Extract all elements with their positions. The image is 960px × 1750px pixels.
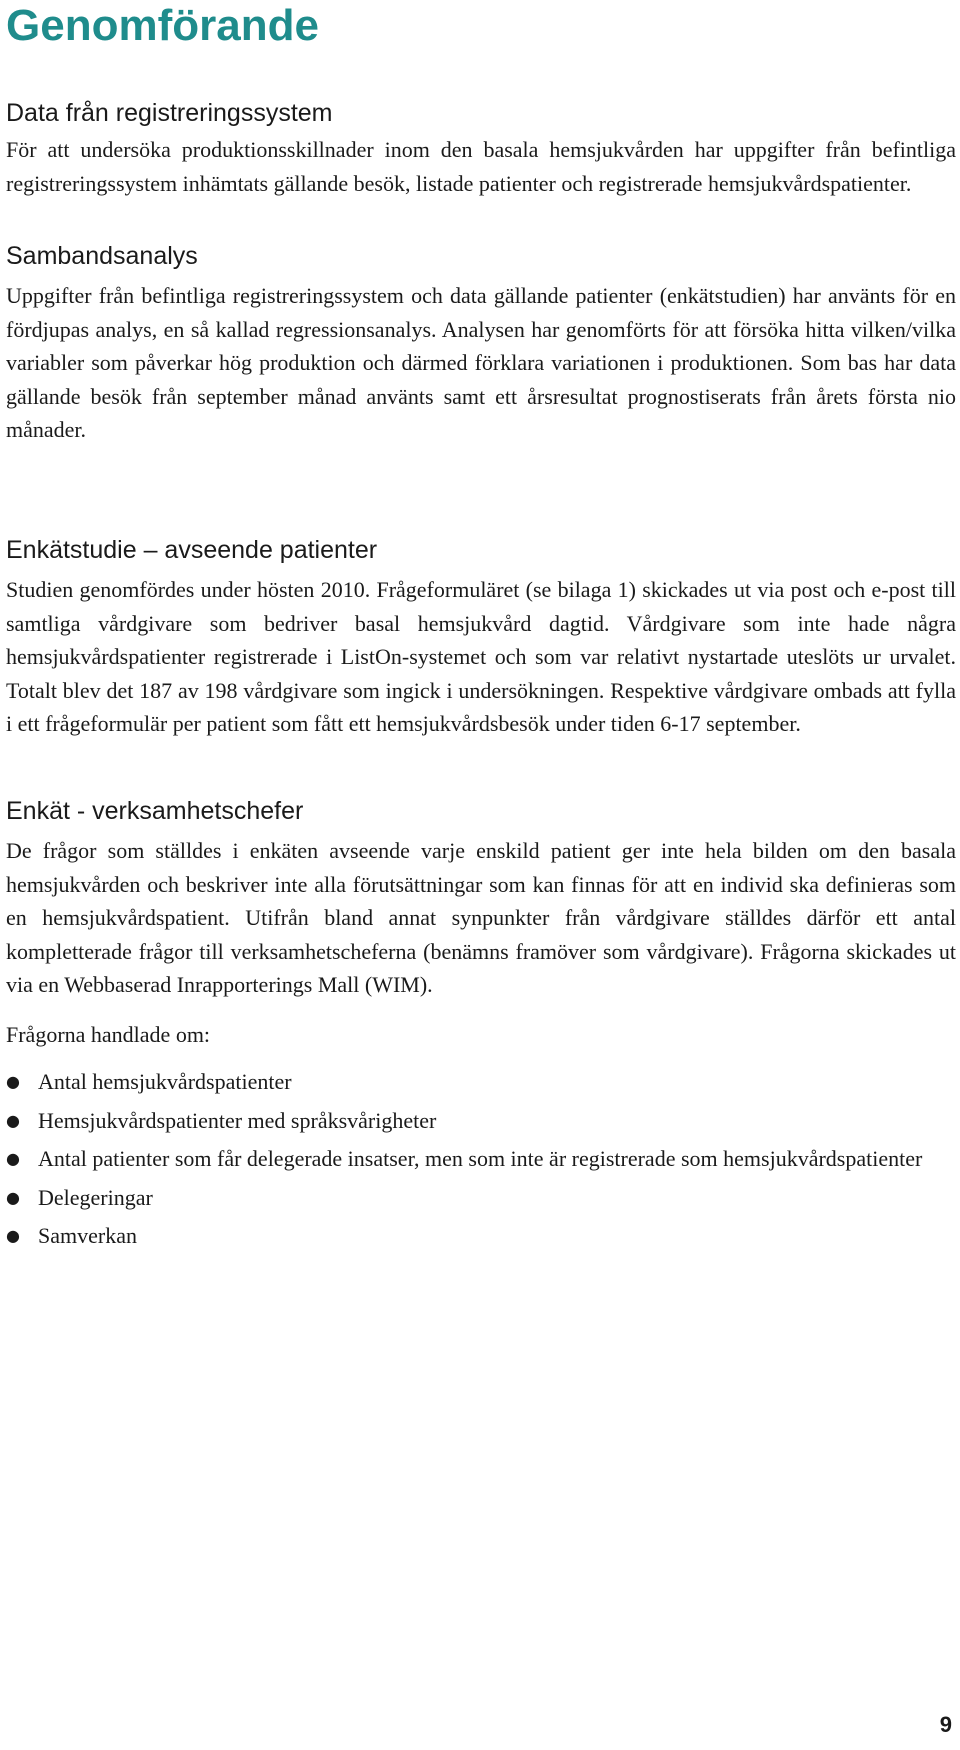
list-item	[6, 1104, 956, 1138]
bullet-icon: ●	[6, 1149, 20, 1168]
page-title: Genomförande	[6, 1, 319, 50]
section-heading: Data från registreringssystem	[6, 99, 333, 127]
section-paragraph: För att undersöka produktionsskillnader inom den basala hemsjukvården har uppgifter från befintliga registreringssystem inhämtats gällande besök, listade patienter och registrerade hemsjukvårdspatienter.	[6, 137, 956, 196]
section-data-registration	[6, 98, 956, 200]
list-item	[6, 1181, 956, 1215]
section-regression	[6, 241, 956, 447]
document-page	[6, 0, 956, 1248]
list-item-text: Delegeringar	[38, 1184, 153, 1210]
section-paragraph: Frågorna handlade om:	[6, 1021, 211, 1047]
list-item-text: Samverkan	[38, 1223, 137, 1248]
section-heading: Enkätstudie – avseende patienter	[6, 536, 378, 564]
section-paragraph: Uppgifter från befintliga registreringssystem och data gällande patienter (enkätstudien) har använts för en fördjupas analys, en så kallad regressionsanalys. Analysen har genomförts för att försöka hitta vilken/vilka variabler som påverkar hög produktion och därmed förklara variationen i produktionen. Som bas har data gällande besök från september månad använts samt ett årsresultat prognostiserats från årets första nio månader.	[6, 283, 956, 442]
page-number: 9	[939, 1712, 952, 1737]
section-patient-survey	[6, 535, 956, 741]
list-item	[6, 1065, 956, 1099]
topic-list	[6, 1065, 956, 1253]
section-manager-survey	[6, 796, 956, 1258]
bullet-icon: ●	[6, 1072, 20, 1091]
section-heading: Enkät - verksamhetschefer	[6, 797, 304, 825]
section-paragraph: De frågor som ställdes i enkäten avseende varje enskild patient ger inte hela bilden om den basala hemsjukvården och beskriver inte alla förutsättningar som kan finnas för att en individ ska definieras som en hemsjukvårdspatient. Utifrån bland annat synpunkter från vårdgivare ställdes därför ett antal kompletterade frågor till verksamhetscheferna (benämns framöver som vårdgivare). Frågorna skickades ut via en Webbaserad Inrapporterings Mall (WIM).	[6, 838, 956, 997]
bullet-icon: ●	[6, 1110, 20, 1130]
bullet-icon: ●	[6, 1226, 20, 1245]
list-item-text: Antal patienter som får delegerade insatser, men som inte är registrerade som hemsjukvårdspatienter	[38, 1146, 923, 1171]
list-item	[6, 1219, 956, 1253]
list-item-text: Hemsjukvårdspatienter med språksvårigheter	[38, 1107, 437, 1133]
list-item	[6, 1142, 956, 1176]
bullet-icon: ●	[6, 1187, 20, 1207]
section-paragraph: Studien genomfördes under hösten 2010. Frågeformuläret (se bilaga 1) skickades ut via post och e-post till samtliga vårdgivare som bedriver basal hemsjukvård dagtid. Vårdgivare som inte hade några hemsjukvårdspatienter registrerade i ListOn-systemet och som var relativt nystartade uteslöts ur urvalet. Totalt blev det 187 av 198 vårdgivare som ingick i undersökningen. Respektive vårdgivare ombads att fylla i ett frågeformulär per patient som fått ett hemsjukvårdsbesök under tiden 6-17 september.	[6, 577, 956, 736]
list-item-text: Antal hemsjukvårdspatienter	[38, 1069, 292, 1094]
section-heading: Sambandsanalys	[6, 242, 198, 270]
